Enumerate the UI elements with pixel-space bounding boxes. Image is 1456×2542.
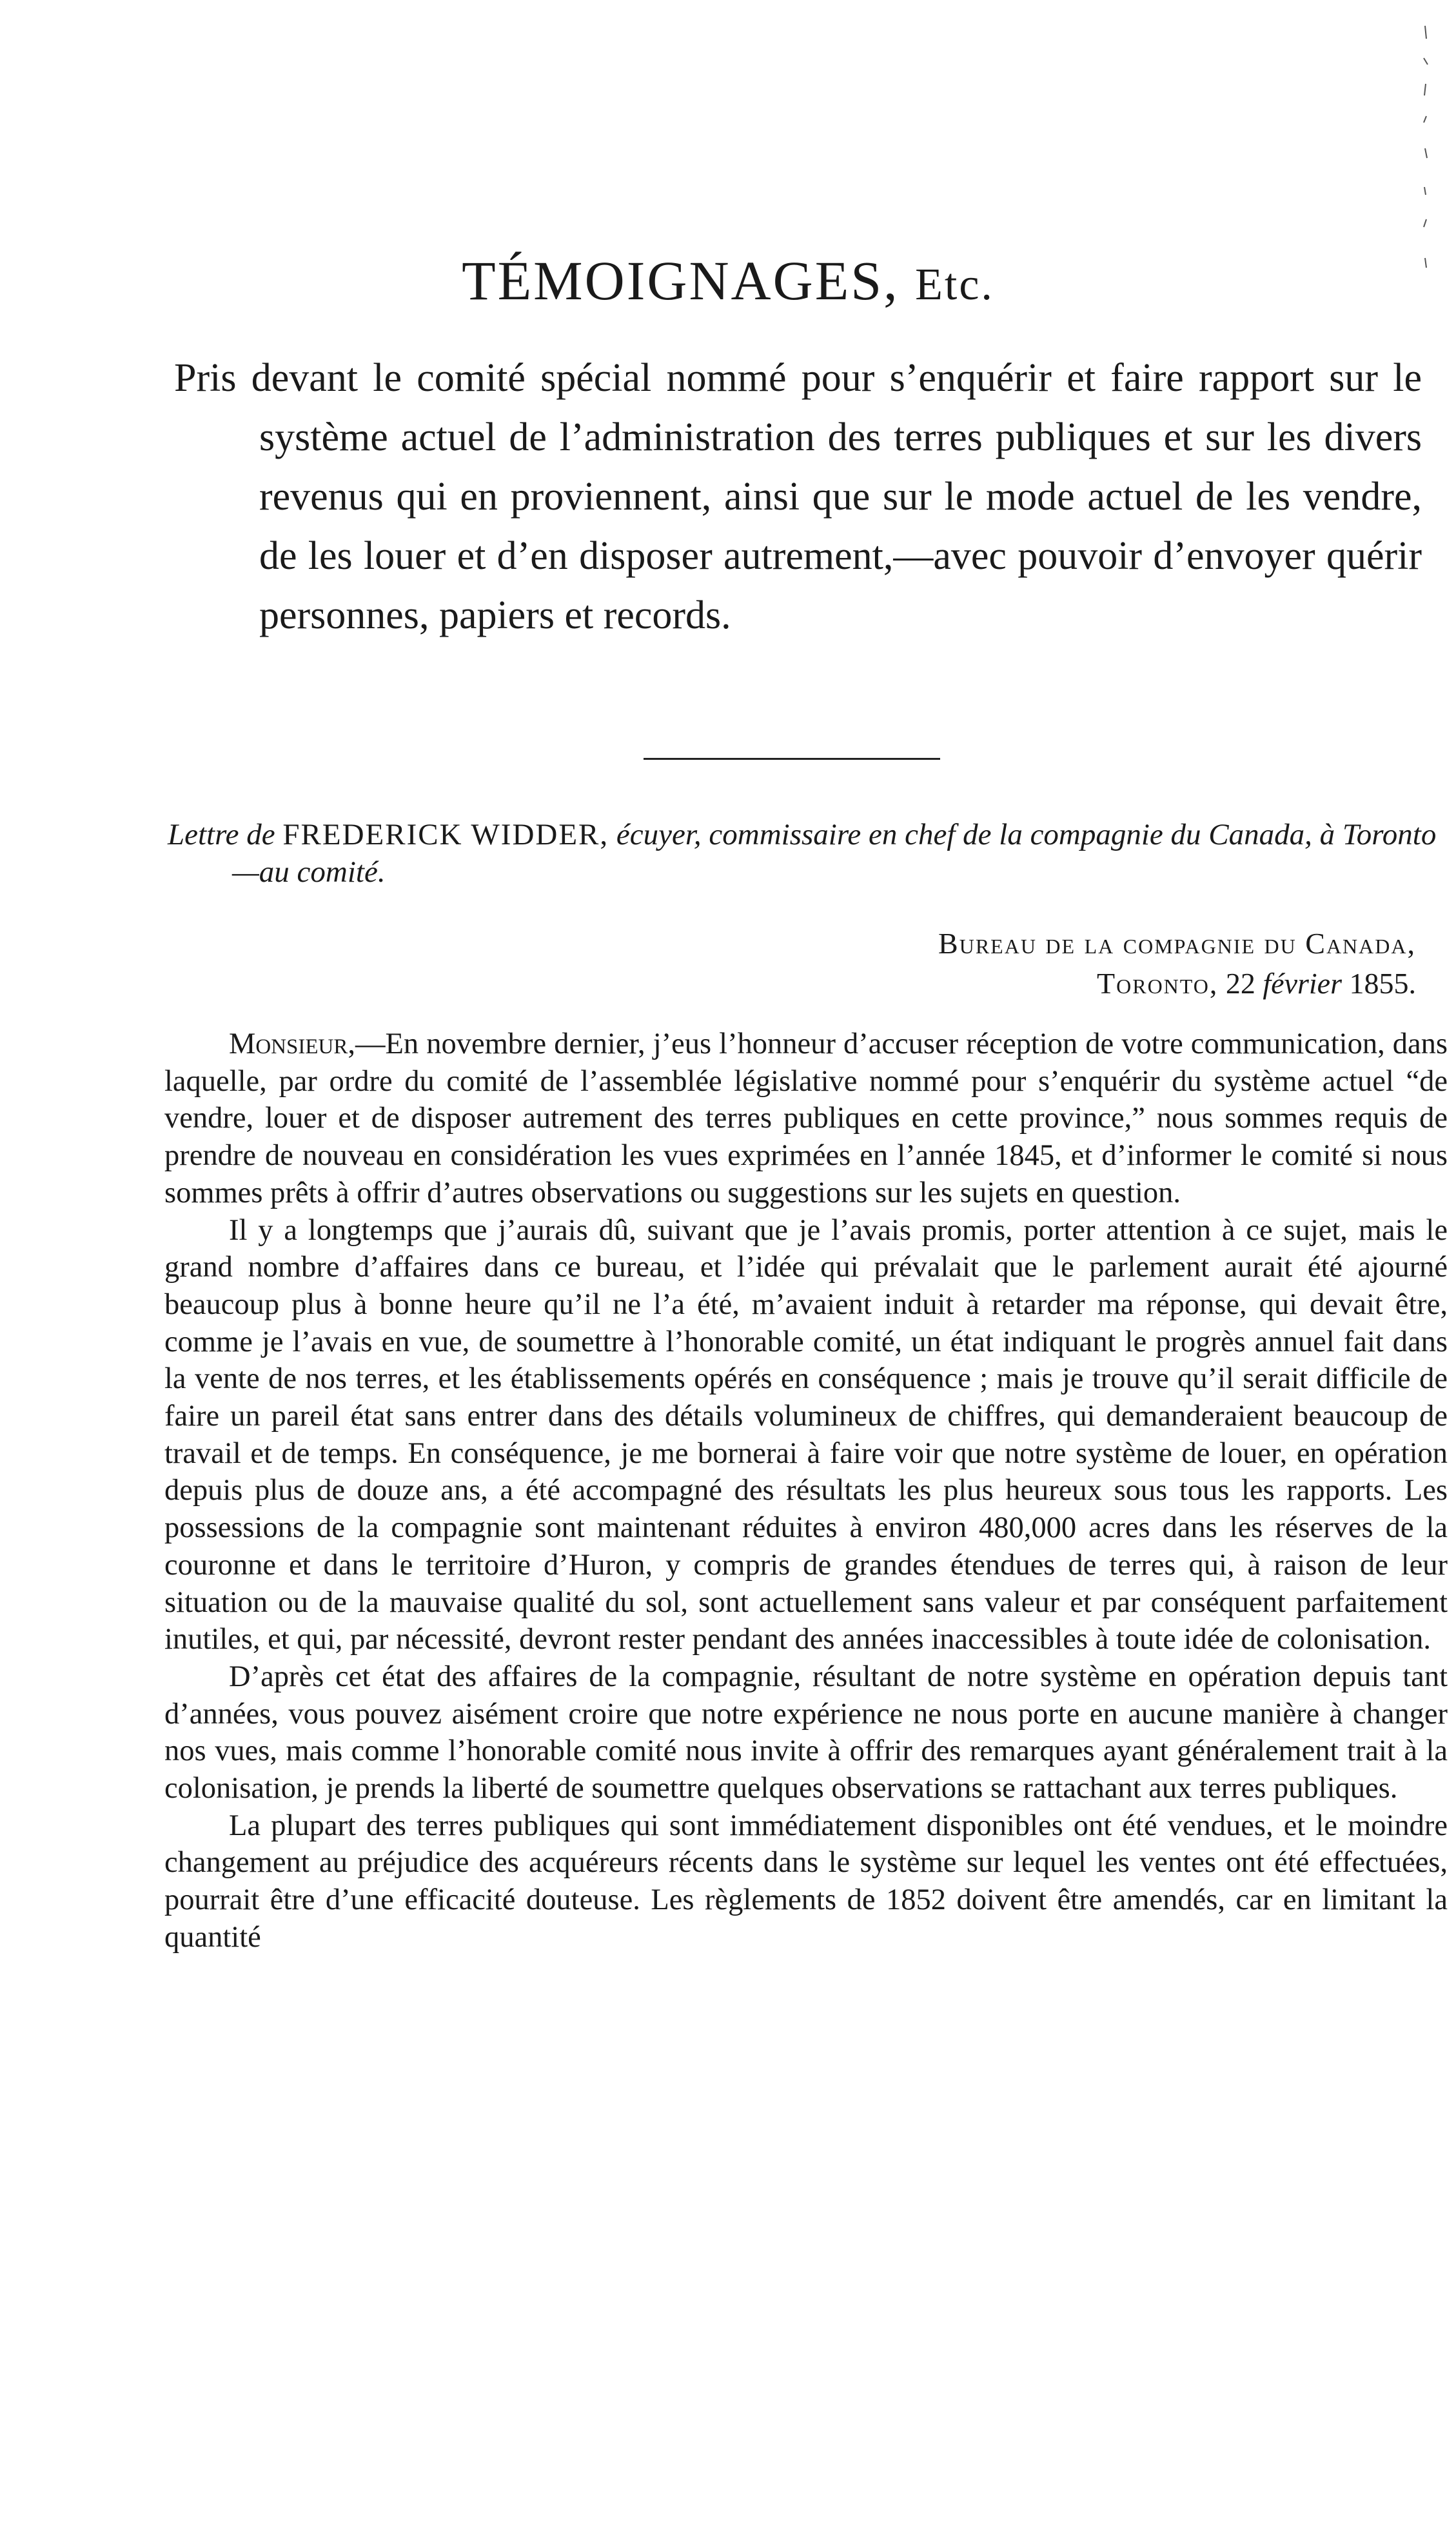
page-title: [0, 248, 1456, 313]
dateline-year: 1855.: [1349, 967, 1416, 1000]
title-main: TÉMOIGNAGES,: [462, 250, 900, 312]
body-paragraph-1: [164, 1026, 1448, 1212]
dateline-city: Toronto,: [1097, 967, 1219, 1000]
letter-author: FREDERICK WIDDER,: [282, 818, 609, 851]
dateline-month: février: [1263, 967, 1342, 1000]
body-paragraph-1-text: —En novembre dernier, j’eus l’honneur d’accuser réception de votre communication, dans laquelle, par ordre du comité de l’assemblée législative nommé pour s’enquérir du système actuel “de vendre, louer et de disposer autrement des terres publiques en cette province,” nous sommes requis de prendre de nouveau en considération les vues exprimées en l’année 1845, et d’informer le comité si nous sommes prêts à offrir d’autres observations ou suggestions sur les sujets en question.: [164, 1028, 1448, 1209]
dateline-day: 22: [1225, 967, 1255, 1000]
letter-heading: [168, 816, 1448, 891]
address-line: Bureau de la compagnie du Canada,: [938, 927, 1416, 960]
title-etc: Etc.: [915, 260, 994, 310]
salutation: Monsieur,: [229, 1028, 355, 1060]
intro-paragraph: [174, 348, 1422, 645]
intro-text: Pris devant le comité spécial nommé pour s’enquérir et faire rapport sur le système actuel de l’administration des terres publiques et sur les divers revenus qui en proviennent, ainsi que sur le mode actuel de les vendre, de les louer et d’en disposer autrement,—avec pouvoir d’envoyer quérir personnes, papiers et records.: [174, 356, 1422, 637]
body-paragraph-2: Il y a longtemps que j’aurais dû, suivant que je l’avais promis, porter attention à ce sujet, mais le grand nombre d’affaires dans ce bureau, et l’idée qui prévalait que le parlement aurait été ajourné beaucoup plus à bonne heure qu’il ne l’a été, m’avaient induit à retarder ma réponse, qui devait être, comme je l’avais en vue, de soumettre à l’honorable comité, un état indiquant le progrès annuel fait dans la vente de nos terres, et les établissements opérés en conséquence ; mais je trouve qu’il serait difficile de faire un pareil état sans entrer dans des détails volumineux de chiffres, qui demanderaient beaucoup de travail et de temps. En conséquence, je me bornerai à faire voir que notre système de louer, en opération depuis plus de douze ans, a été accompagné des résultats les plus heureux sous tous les rapports. Les possessions de la compagnie sont maintenant réduites à environ 480,000 acres dans les réserves de la couronne et dans le territoire d’Huron, y compris de grandes étendues de terres qui, à raison de leur situation ou de la mauvaise qualité du sol, sont actuellement sans valeur et par conséquent parfaitement inutiles, et qui, par nécessité, devront rester pendant des années inaccessibles à toute idée de colonisation.: [164, 1213, 1448, 1656]
letter-prefix: Lettre de: [168, 818, 283, 851]
body-paragraph-4: La plupart des terres publiques qui sont immédiatement disponibles ont été vendues, et le moindre changement au préjudice des acquéreurs récents dans le système sur lequel les ventes ont été effectuées, pourrait être d’une efficacité douteuse. Les règlements de 1852 doivent être amendés, car en limitant la quantité: [164, 1809, 1448, 1954]
body-paragraph-3: D’après cet état des affaires de la compagnie, résultant de notre système en opération depuis tant d’années, vous pouvez aisément croire que notre expérience ne nous porte en aucune manière à changer nos vues, mais comme l’honorable comité nous invite à offrir des remarques ayant généralement trait à la colonisation, je prends la liberté de soumettre quelques observations se rattachant aux terres publiques.: [164, 1660, 1448, 1805]
letter-body: [164, 1026, 1448, 1956]
section-divider: [644, 758, 940, 760]
dateline: [938, 964, 1416, 1004]
letter-description: écuyer, commissaire en chef de la compagnie du Canada, à Toronto—au comité.: [232, 818, 1437, 889]
letter-address: [938, 924, 1416, 1004]
